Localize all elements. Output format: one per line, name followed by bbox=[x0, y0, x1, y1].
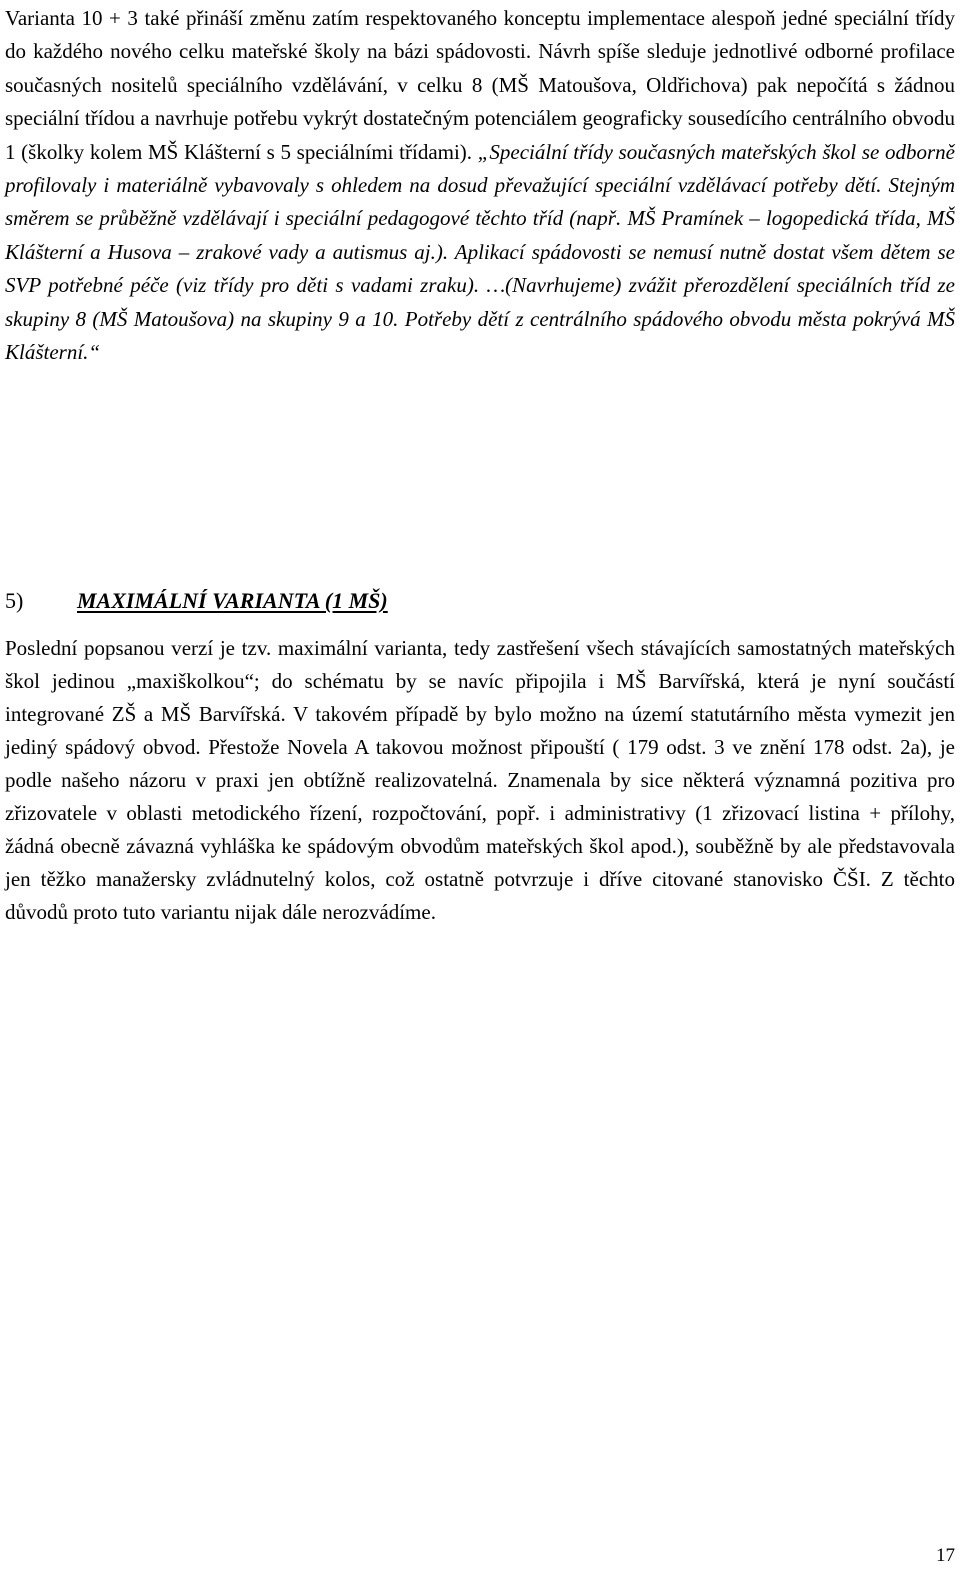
paragraph-maximal-variant: Poslední popsanou verzí je tzv. maximální varianta, tedy zastřešení všech stávajících samostatných mateřských škol jedinou „maxiškolkou“; do schématu by se navíc připojila i MŠ Barvířská, která je nyní součástí integrované ZŠ a MŠ Barvířská. V takovém případě by bylo možno na území statutárního města vymezit jen jediný spádový obvod. Přestože Novela A takovou možnost připouští ( 179 odst. 3 ve znění 178 odst. 2a), je podle našeho názoru v praxi jen obtížně realizovatelná. Znamenala by sice některá významná pozitiva pro zřizovatele v oblasti metodického řízení, rozpočtování, popř. i administrativy (1 zřizovací listina + přílohy, žádná obecně závazná vyhláška ke spádovým obvodům mateřských škol apod.), souběžně by ale představovala jen těžko manažersky zvládnutelný kolos, což ostatně potvrzuje i dříve citované stanovisko ČŠI. Z těchto důvodů proto tuto variantu nijak dále nerozvádíme. bbox=[5, 636, 955, 924]
paragraph-variant-10-3 bbox=[5, 2, 955, 369]
section-title: MAXIMÁLNÍ VARIANTA (1 MŠ) bbox=[77, 588, 388, 613]
quoted-statement: „Speciální třídy současných mateřských škol se odborně profilovaly i materiálně vybavovaly s ohledem na dosud převažující speciální vzdělávací potřeby dětí. Stejným směrem se průběžně vzdělávají i speciální pedagogové těchto tříd (např. MŠ Pramínek – logopedická třída, MŠ Klášterní a Husova – zrakové vady a autismus aj.). Aplikací spádovosti se nemusí nutně dostat všem dětem se SVP potřebné péče (viz třídy pro děti s vadami zraku). …(Navrhujeme) zvážit přerozdělení speciálních tříd ze skupiny 8 (MŠ Matoušova) na skupiny 9 a 10. Potřeby dětí z centrálního spádového obvodu města pokrývá MŠ Klášterní.“ bbox=[5, 139, 955, 365]
section-heading bbox=[5, 584, 388, 618]
page-number: 17 bbox=[936, 1545, 955, 1566]
section-number: 5) bbox=[5, 588, 24, 613]
paragraph-plain-text: Varianta 10 + 3 také přináší změnu zatím respektovaného konceptu implementace alespoň jedné speciální třídy do každého nového celku mateřské školy na bázi spádovosti. Návrh spíše sleduje jednotlivé odborné profilace současných nositelů speciálního vzdělávání, v celku 8 (MŠ Matoušova, Oldřichova) pak nepočítá s žádnou speciální třídou a navrhuje potřebu vykrýt dostatečným potenciálem geograficky sousedícího centrálního obvodu 1 (školky kolem MŠ Klášterní s 5 speciálními třídami). bbox=[5, 6, 955, 164]
